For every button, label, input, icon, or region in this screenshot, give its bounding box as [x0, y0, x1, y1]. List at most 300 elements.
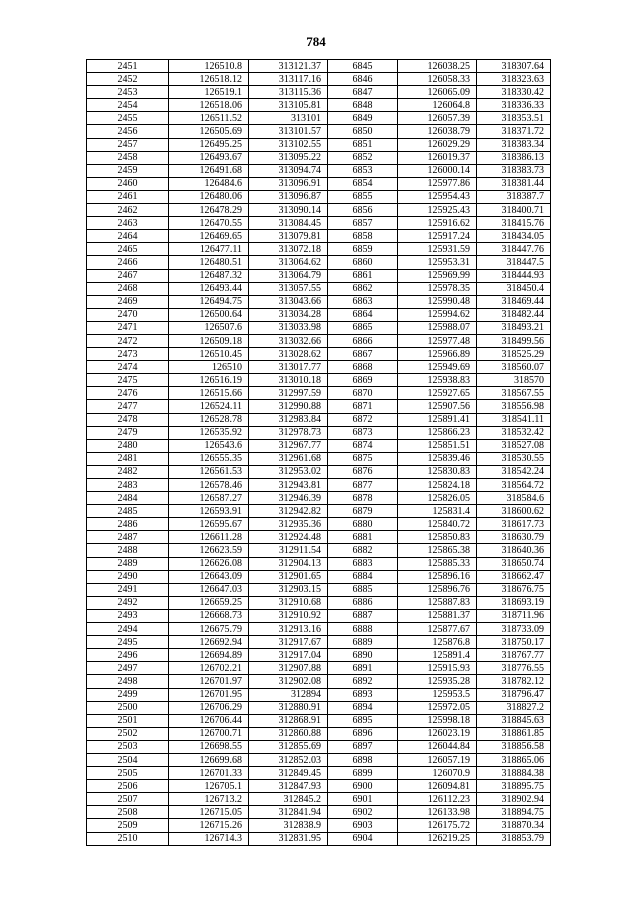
x-coordinate-cell: 126692.94 [169, 636, 249, 649]
point-number-cell: 6867 [328, 348, 398, 361]
y-coordinate-cell: 313105.81 [249, 99, 328, 112]
y-coordinate-cell: 312849.45 [249, 767, 328, 780]
y-coordinate-cell: 318894.75 [477, 806, 551, 819]
point-number-cell: 2475 [87, 374, 169, 387]
table-row [87, 452, 551, 465]
y-coordinate-cell: 312880.91 [249, 701, 328, 714]
x-coordinate-cell: 126515.66 [169, 387, 249, 400]
x-coordinate-cell: 126057.39 [398, 112, 477, 125]
point-number-cell: 2459 [87, 164, 169, 177]
table-row [87, 204, 551, 217]
x-coordinate-cell: 126219.25 [398, 832, 477, 845]
y-coordinate-cell: 318827.2 [477, 701, 551, 714]
x-coordinate-cell: 126509.18 [169, 334, 249, 347]
y-coordinate-cell: 318733.09 [477, 623, 551, 636]
x-coordinate-cell: 125931.59 [398, 243, 477, 256]
y-coordinate-cell: 312855.69 [249, 740, 328, 753]
table-row [87, 400, 551, 413]
x-coordinate-cell: 126702.21 [169, 662, 249, 675]
y-coordinate-cell: 312946.39 [249, 492, 328, 505]
y-coordinate-cell: 312997.59 [249, 387, 328, 400]
point-number-cell: 6903 [328, 819, 398, 832]
y-coordinate-cell: 318527.08 [477, 439, 551, 452]
point-number-cell: 6877 [328, 479, 398, 492]
y-coordinate-cell: 318383.34 [477, 138, 551, 151]
x-coordinate-cell: 125917.24 [398, 230, 477, 243]
point-number-cell: 6856 [328, 204, 398, 217]
table-row [87, 753, 551, 766]
x-coordinate-cell: 126038.25 [398, 60, 477, 73]
point-number-cell: 6868 [328, 361, 398, 374]
point-number-cell: 6895 [328, 714, 398, 727]
x-coordinate-cell: 125988.07 [398, 321, 477, 334]
point-number-cell: 6864 [328, 308, 398, 321]
table-row [87, 243, 551, 256]
y-coordinate-cell: 318450.4 [477, 282, 551, 295]
x-coordinate-cell: 125978.35 [398, 282, 477, 295]
table-row [87, 557, 551, 570]
x-coordinate-cell: 126543.6 [169, 439, 249, 452]
y-coordinate-cell: 313057.55 [249, 282, 328, 295]
table-row [87, 793, 551, 806]
y-coordinate-cell: 313094.74 [249, 164, 328, 177]
x-coordinate-cell: 126701.97 [169, 675, 249, 688]
y-coordinate-cell: 312845.2 [249, 793, 328, 806]
y-coordinate-cell: 318782.12 [477, 675, 551, 688]
table-row [87, 609, 551, 622]
y-coordinate-cell: 318447.5 [477, 256, 551, 269]
y-coordinate-cell: 318845.63 [477, 714, 551, 727]
table-row [87, 177, 551, 190]
x-coordinate-cell: 126019.37 [398, 151, 477, 164]
x-coordinate-cell: 125891.4 [398, 649, 477, 662]
point-number-cell: 6900 [328, 780, 398, 793]
x-coordinate-cell: 126133.98 [398, 806, 477, 819]
table-row [87, 492, 551, 505]
point-number-cell: 2491 [87, 583, 169, 596]
point-number-cell: 6888 [328, 623, 398, 636]
x-coordinate-cell: 126510.8 [169, 60, 249, 73]
y-coordinate-cell: 312860.88 [249, 727, 328, 740]
table-row [87, 439, 551, 452]
y-coordinate-cell: 318307.64 [477, 60, 551, 73]
table-row [87, 282, 551, 295]
y-coordinate-cell: 312953.02 [249, 465, 328, 478]
x-coordinate-cell: 126694.89 [169, 649, 249, 662]
y-coordinate-cell: 318902.94 [477, 793, 551, 806]
table-row [87, 361, 551, 374]
x-coordinate-cell: 126593.91 [169, 505, 249, 518]
y-coordinate-cell: 318676.75 [477, 583, 551, 596]
y-coordinate-cell: 318856.58 [477, 740, 551, 753]
y-coordinate-cell: 313034.28 [249, 308, 328, 321]
x-coordinate-cell: 126469.65 [169, 230, 249, 243]
y-coordinate-cell: 312911.54 [249, 544, 328, 557]
y-coordinate-cell: 318499.56 [477, 334, 551, 347]
y-coordinate-cell: 318640.36 [477, 544, 551, 557]
point-number-cell: 6860 [328, 256, 398, 269]
point-number-cell: 2477 [87, 400, 169, 413]
y-coordinate-cell: 312894 [249, 688, 328, 701]
point-number-cell: 2466 [87, 256, 169, 269]
point-number-cell: 2468 [87, 282, 169, 295]
y-coordinate-cell: 318371.72 [477, 125, 551, 138]
y-coordinate-cell: 312907.88 [249, 662, 328, 675]
x-coordinate-cell: 126715.05 [169, 806, 249, 819]
y-coordinate-cell: 313079.81 [249, 230, 328, 243]
table-row [87, 701, 551, 714]
x-coordinate-cell: 126528.78 [169, 413, 249, 426]
table-row [87, 269, 551, 282]
point-number-cell: 2507 [87, 793, 169, 806]
point-number-cell: 6863 [328, 295, 398, 308]
point-number-cell: 6886 [328, 596, 398, 609]
x-coordinate-cell: 126578.46 [169, 479, 249, 492]
point-number-cell: 6901 [328, 793, 398, 806]
x-coordinate-cell: 126070.9 [398, 767, 477, 780]
table-row [87, 60, 551, 73]
point-number-cell: 6902 [328, 806, 398, 819]
point-number-cell: 2503 [87, 740, 169, 753]
y-coordinate-cell: 318693.19 [477, 596, 551, 609]
y-coordinate-cell: 313096.91 [249, 177, 328, 190]
y-coordinate-cell: 312910.92 [249, 609, 328, 622]
y-coordinate-cell: 318870.34 [477, 819, 551, 832]
y-coordinate-cell: 313064.79 [249, 269, 328, 282]
x-coordinate-cell: 125907.56 [398, 400, 477, 413]
y-coordinate-cell: 318323.63 [477, 73, 551, 86]
y-coordinate-cell: 318330.42 [477, 86, 551, 99]
point-number-cell: 2489 [87, 557, 169, 570]
y-coordinate-cell: 312831.95 [249, 832, 328, 845]
point-number-cell: 6870 [328, 387, 398, 400]
y-coordinate-cell: 313101.57 [249, 125, 328, 138]
point-number-cell: 2486 [87, 518, 169, 531]
x-coordinate-cell: 126493.44 [169, 282, 249, 295]
y-coordinate-cell: 318564.72 [477, 479, 551, 492]
y-coordinate-cell: 313064.62 [249, 256, 328, 269]
point-number-cell: 2495 [87, 636, 169, 649]
point-number-cell: 6883 [328, 557, 398, 570]
table-row [87, 426, 551, 439]
point-number-cell: 6878 [328, 492, 398, 505]
y-coordinate-cell: 313102.55 [249, 138, 328, 151]
x-coordinate-cell: 126064.8 [398, 99, 477, 112]
y-coordinate-cell: 313043.66 [249, 295, 328, 308]
table-row [87, 138, 551, 151]
x-coordinate-cell: 125839.46 [398, 452, 477, 465]
y-coordinate-cell: 318861.85 [477, 727, 551, 740]
y-coordinate-cell: 318532.42 [477, 426, 551, 439]
x-coordinate-cell: 126500.64 [169, 308, 249, 321]
point-number-cell: 6862 [328, 282, 398, 295]
y-coordinate-cell: 318865.06 [477, 753, 551, 766]
y-coordinate-cell: 313115.36 [249, 86, 328, 99]
y-coordinate-cell: 313032.66 [249, 334, 328, 347]
x-coordinate-cell: 126519.1 [169, 86, 249, 99]
y-coordinate-cell: 312902.08 [249, 675, 328, 688]
y-coordinate-cell: 318560.07 [477, 361, 551, 374]
point-number-cell: 2463 [87, 217, 169, 230]
y-coordinate-cell: 312978.73 [249, 426, 328, 439]
point-number-cell: 6891 [328, 662, 398, 675]
x-coordinate-cell: 126510.45 [169, 348, 249, 361]
point-number-cell: 6858 [328, 230, 398, 243]
point-number-cell: 2464 [87, 230, 169, 243]
x-coordinate-cell: 125935.28 [398, 675, 477, 688]
x-coordinate-cell: 125891.41 [398, 413, 477, 426]
table-row [87, 321, 551, 334]
point-number-cell: 2462 [87, 204, 169, 217]
y-coordinate-cell: 318567.55 [477, 387, 551, 400]
x-coordinate-cell: 125994.62 [398, 308, 477, 321]
point-number-cell: 2458 [87, 151, 169, 164]
x-coordinate-cell: 126535.92 [169, 426, 249, 439]
x-coordinate-cell: 126491.68 [169, 164, 249, 177]
table-row [87, 714, 551, 727]
point-number-cell: 6879 [328, 505, 398, 518]
y-coordinate-cell: 312841.94 [249, 806, 328, 819]
x-coordinate-cell: 126713.2 [169, 793, 249, 806]
y-coordinate-cell: 312942.82 [249, 505, 328, 518]
table-row [87, 256, 551, 269]
x-coordinate-cell: 126507.6 [169, 321, 249, 334]
x-coordinate-cell: 126595.67 [169, 518, 249, 531]
point-number-cell: 2487 [87, 531, 169, 544]
y-coordinate-cell: 318383.73 [477, 164, 551, 177]
table-row [87, 308, 551, 321]
point-number-cell: 2457 [87, 138, 169, 151]
table-row [87, 662, 551, 675]
point-number-cell: 2485 [87, 505, 169, 518]
point-number-cell: 6865 [328, 321, 398, 334]
point-number-cell: 6859 [328, 243, 398, 256]
x-coordinate-cell: 126065.09 [398, 86, 477, 99]
y-coordinate-cell: 318530.55 [477, 452, 551, 465]
table-row [87, 780, 551, 793]
y-coordinate-cell: 318711.96 [477, 609, 551, 622]
point-number-cell: 2498 [87, 675, 169, 688]
point-number-cell: 2482 [87, 465, 169, 478]
x-coordinate-cell: 126000.14 [398, 164, 477, 177]
point-number-cell: 6866 [328, 334, 398, 347]
point-number-cell: 2469 [87, 295, 169, 308]
x-coordinate-cell: 126705.1 [169, 780, 249, 793]
x-coordinate-cell: 125969.99 [398, 269, 477, 282]
y-coordinate-cell: 313095.22 [249, 151, 328, 164]
table-row [87, 190, 551, 203]
x-coordinate-cell: 126484.6 [169, 177, 249, 190]
point-number-cell: 2471 [87, 321, 169, 334]
table-row [87, 570, 551, 583]
y-coordinate-cell: 313017.77 [249, 361, 328, 374]
table-row [87, 413, 551, 426]
point-number-cell: 2492 [87, 596, 169, 609]
table-row [87, 164, 551, 177]
point-number-cell: 6885 [328, 583, 398, 596]
point-number-cell: 6892 [328, 675, 398, 688]
point-number-cell: 2476 [87, 387, 169, 400]
x-coordinate-cell: 125885.33 [398, 557, 477, 570]
x-coordinate-cell: 126518.06 [169, 99, 249, 112]
y-coordinate-cell: 318353.51 [477, 112, 551, 125]
y-coordinate-cell: 312913.16 [249, 623, 328, 636]
point-number-cell: 6876 [328, 465, 398, 478]
table-row [87, 348, 551, 361]
y-coordinate-cell: 312904.13 [249, 557, 328, 570]
y-coordinate-cell: 312924.48 [249, 531, 328, 544]
y-coordinate-cell: 312868.91 [249, 714, 328, 727]
point-number-cell: 2493 [87, 609, 169, 622]
table-row [87, 230, 551, 243]
point-number-cell: 2480 [87, 439, 169, 452]
point-number-cell: 2488 [87, 544, 169, 557]
table-row [87, 295, 551, 308]
table-row [87, 518, 551, 531]
y-coordinate-cell: 318617.73 [477, 518, 551, 531]
x-coordinate-cell: 125850.83 [398, 531, 477, 544]
point-number-cell: 2452 [87, 73, 169, 86]
x-coordinate-cell: 126487.32 [169, 269, 249, 282]
x-coordinate-cell: 126706.29 [169, 701, 249, 714]
x-coordinate-cell: 125824.18 [398, 479, 477, 492]
y-coordinate-cell: 312990.88 [249, 400, 328, 413]
table-row [87, 806, 551, 819]
y-coordinate-cell: 318853.79 [477, 832, 551, 845]
point-number-cell: 2479 [87, 426, 169, 439]
x-coordinate-cell: 126510 [169, 361, 249, 374]
y-coordinate-cell: 318415.76 [477, 217, 551, 230]
coordinates-table [86, 59, 551, 846]
point-number-cell: 6854 [328, 177, 398, 190]
point-number-cell: 6853 [328, 164, 398, 177]
point-number-cell: 6846 [328, 73, 398, 86]
x-coordinate-cell: 125977.86 [398, 177, 477, 190]
table-row [87, 217, 551, 230]
y-coordinate-cell: 312967.77 [249, 439, 328, 452]
y-coordinate-cell: 318447.76 [477, 243, 551, 256]
x-coordinate-cell: 126659.25 [169, 596, 249, 609]
y-coordinate-cell: 318336.33 [477, 99, 551, 112]
point-number-cell: 6898 [328, 753, 398, 766]
table-row [87, 505, 551, 518]
point-number-cell: 6884 [328, 570, 398, 583]
x-coordinate-cell: 125953.5 [398, 688, 477, 701]
point-number-cell: 2456 [87, 125, 169, 138]
point-number-cell: 6855 [328, 190, 398, 203]
x-coordinate-cell: 126647.03 [169, 583, 249, 596]
y-coordinate-cell: 318884.38 [477, 767, 551, 780]
x-coordinate-cell: 126714.3 [169, 832, 249, 845]
x-coordinate-cell: 126701.33 [169, 767, 249, 780]
y-coordinate-cell: 318556.98 [477, 400, 551, 413]
x-coordinate-cell: 125927.65 [398, 387, 477, 400]
point-number-cell: 6893 [328, 688, 398, 701]
y-coordinate-cell: 313028.62 [249, 348, 328, 361]
point-number-cell: 6904 [328, 832, 398, 845]
point-number-cell: 6880 [328, 518, 398, 531]
table-row [87, 675, 551, 688]
point-number-cell: 2453 [87, 86, 169, 99]
x-coordinate-cell: 125998.18 [398, 714, 477, 727]
y-coordinate-cell: 312983.84 [249, 413, 328, 426]
x-coordinate-cell: 126518.12 [169, 73, 249, 86]
point-number-cell: 2505 [87, 767, 169, 780]
x-coordinate-cell: 126516.19 [169, 374, 249, 387]
x-coordinate-cell: 126715.26 [169, 819, 249, 832]
x-coordinate-cell: 126505.69 [169, 125, 249, 138]
x-coordinate-cell: 126698.55 [169, 740, 249, 753]
point-number-cell: 2502 [87, 727, 169, 740]
point-number-cell: 2451 [87, 60, 169, 73]
point-number-cell: 2506 [87, 780, 169, 793]
x-coordinate-cell: 126626.08 [169, 557, 249, 570]
point-number-cell: 2499 [87, 688, 169, 701]
table-row [87, 819, 551, 832]
table-row [87, 583, 551, 596]
y-coordinate-cell: 318570 [477, 374, 551, 387]
y-coordinate-cell: 318584.6 [477, 492, 551, 505]
y-coordinate-cell: 318444.93 [477, 269, 551, 282]
y-coordinate-cell: 313010.18 [249, 374, 328, 387]
point-number-cell: 2504 [87, 753, 169, 766]
x-coordinate-cell: 125851.51 [398, 439, 477, 452]
y-coordinate-cell: 312917.04 [249, 649, 328, 662]
y-coordinate-cell: 313090.14 [249, 204, 328, 217]
y-coordinate-cell: 318796.47 [477, 688, 551, 701]
x-coordinate-cell: 125954.43 [398, 190, 477, 203]
x-coordinate-cell: 125896.76 [398, 583, 477, 596]
table-row [87, 465, 551, 478]
y-coordinate-cell: 318400.71 [477, 204, 551, 217]
x-coordinate-cell: 125990.48 [398, 295, 477, 308]
x-coordinate-cell: 126023.19 [398, 727, 477, 740]
x-coordinate-cell: 125831.4 [398, 505, 477, 518]
y-coordinate-cell: 318600.62 [477, 505, 551, 518]
x-coordinate-cell: 126524.11 [169, 400, 249, 413]
x-coordinate-cell: 126699.68 [169, 753, 249, 766]
x-coordinate-cell: 126700.71 [169, 727, 249, 740]
point-number-cell: 6852 [328, 151, 398, 164]
y-coordinate-cell: 318542.24 [477, 465, 551, 478]
x-coordinate-cell: 126029.29 [398, 138, 477, 151]
point-number-cell: 2494 [87, 623, 169, 636]
x-coordinate-cell: 125915.93 [398, 662, 477, 675]
x-coordinate-cell: 126057.19 [398, 753, 477, 766]
y-coordinate-cell: 313072.18 [249, 243, 328, 256]
x-coordinate-cell: 126611.28 [169, 531, 249, 544]
y-coordinate-cell: 313084.45 [249, 217, 328, 230]
table-row [87, 125, 551, 138]
x-coordinate-cell: 126623.59 [169, 544, 249, 557]
y-coordinate-cell: 318381.44 [477, 177, 551, 190]
point-number-cell: 2460 [87, 177, 169, 190]
point-number-cell: 6848 [328, 99, 398, 112]
y-coordinate-cell: 313033.98 [249, 321, 328, 334]
x-coordinate-cell: 126038.79 [398, 125, 477, 138]
point-number-cell: 6881 [328, 531, 398, 544]
x-coordinate-cell: 125887.83 [398, 596, 477, 609]
point-number-cell: 2467 [87, 269, 169, 282]
x-coordinate-cell: 125840.72 [398, 518, 477, 531]
y-coordinate-cell: 312910.68 [249, 596, 328, 609]
x-coordinate-cell: 126561.53 [169, 465, 249, 478]
x-coordinate-cell: 125966.89 [398, 348, 477, 361]
y-coordinate-cell: 312847.93 [249, 780, 328, 793]
table-row [87, 151, 551, 164]
point-number-cell: 6897 [328, 740, 398, 753]
point-number-cell: 2500 [87, 701, 169, 714]
